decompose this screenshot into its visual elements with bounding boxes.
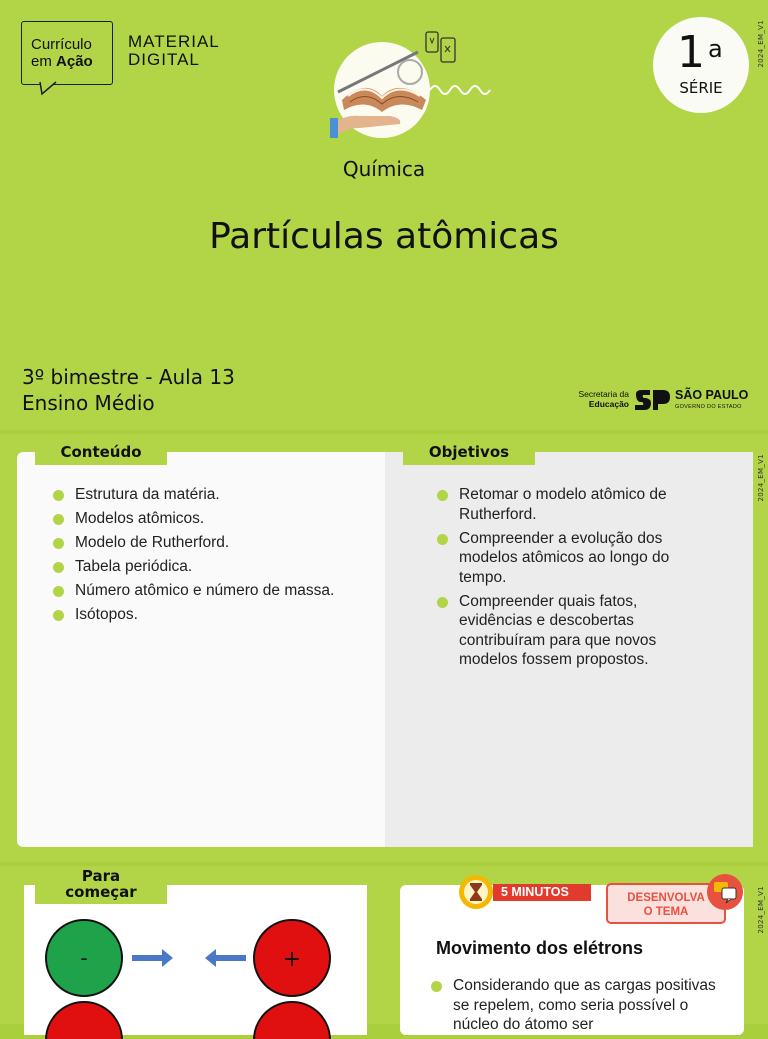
list-item: Estrutura da matéria.	[53, 485, 363, 505]
serie-superscript: a	[708, 35, 723, 63]
charge-circle	[46, 1002, 122, 1039]
chat-bubbles-icon	[706, 873, 744, 911]
conteudo-list	[53, 485, 363, 629]
objetivos-header: Objetivos	[403, 440, 535, 465]
serie-number: 1	[677, 27, 705, 78]
para-comecar-slide	[0, 866, 768, 1033]
logo-line1: Currículo	[31, 36, 92, 53]
list-item: Número atômico e número de massa.	[53, 581, 363, 601]
conteudo-header: Conteúdo	[35, 440, 167, 465]
speech-tail-icon	[40, 82, 56, 94]
material-digital-logo: MATERIAL DIGITAL	[128, 32, 220, 69]
open-book-hand-illustration	[330, 30, 520, 140]
objetivos-list	[437, 485, 697, 674]
charge-repulsion-diagram	[40, 918, 340, 1028]
movimento-list	[431, 976, 721, 1039]
version-tag: 2024_EM_V1	[757, 454, 765, 502]
sp-emblem-icon	[634, 390, 670, 410]
subject-label: Química	[342, 157, 426, 181]
list-item: Modelo de Rutherford.	[53, 533, 363, 553]
minus-charge-label: -	[80, 946, 88, 970]
version-tag: 2024_EM_V1	[757, 886, 765, 934]
content-objectives-slide	[0, 434, 768, 862]
cover-slide	[0, 0, 768, 430]
lesson-title: Partículas atômicas	[209, 216, 559, 257]
list-item: Compreender a evolução dos modelos atômicos ao longo do tempo.	[437, 529, 697, 588]
secretaria-sao-paulo-logo: Secretaria da Educação SÃO PAULO GOVERNO DO ESTADO	[578, 388, 749, 410]
list-item: Modelos atômicos.	[53, 509, 363, 529]
lesson-info	[22, 364, 235, 416]
logo-line2: em Ação	[31, 53, 93, 70]
hourglass-icon	[458, 874, 494, 910]
version-tag: 2024_EM_V1	[757, 20, 765, 68]
arrow-left-icon	[205, 949, 246, 967]
curriculo-em-acao-logo	[21, 21, 113, 85]
bimestre-label: 3º bimestre - Aula 13	[22, 365, 235, 389]
desenvolva-tema-badge: DESENVOLVA O TEMA	[606, 883, 726, 924]
arrow-right-icon	[132, 949, 173, 967]
list-item: Considerando que as cargas positivas se repelem, como seria possível o núcleo do átomo ser	[431, 976, 721, 1035]
charge-circle	[254, 1002, 330, 1039]
sao-paulo-label: SÃO PAULO	[675, 388, 749, 402]
minutes-ribbon: 5 MINUTOS	[493, 884, 591, 901]
level-label: Ensino Médio	[22, 391, 155, 415]
plus-charge-label: +	[282, 947, 302, 972]
list-item: Compreender quais fatos, evidências e descobertas contribuíram para que novos modelos fossem propostos.	[437, 592, 697, 670]
para-comecar-header: Para começar	[35, 866, 167, 904]
list-item: Retomar o modelo atômico de Rutherford.	[437, 485, 697, 524]
list-item: Tabela periódica.	[53, 557, 363, 577]
movimento-title: Movimento dos elétrons	[436, 938, 644, 958]
governo-label: GOVERNO DO ESTADO	[675, 404, 742, 410]
serie-badge	[653, 17, 749, 113]
serie-label: SÉRIE	[679, 79, 723, 97]
list-item: Isótopos.	[53, 605, 363, 625]
